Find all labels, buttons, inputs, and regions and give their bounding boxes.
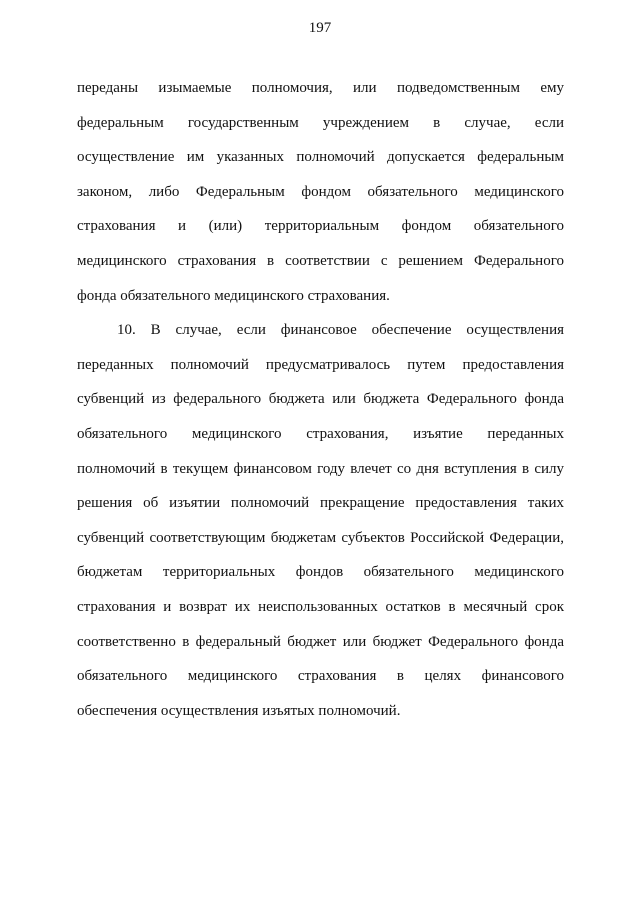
paragraph-line: законом, либо Федеральным фондом обязательного медицинского bbox=[77, 183, 564, 200]
document-body bbox=[77, 77, 564, 734]
paragraph-line: переданы изымаемые полномочия, или подведомственным ему bbox=[77, 80, 564, 96]
page-number: 197 bbox=[308, 20, 332, 36]
paragraph-line: осуществление им указанных полномочий допускается федеральным bbox=[77, 149, 564, 166]
paragraph-line: решения об изъятии полномочий прекращение предоставления таких bbox=[77, 495, 564, 512]
paragraph-line: соответственно в федеральный бюджет или бюджет Федерального фонда bbox=[77, 633, 564, 650]
paragraph-line: полномочий в текущем финансовом году влечет со дня вступления в силу bbox=[77, 460, 564, 477]
paragraph-line: субвенций соответствующим бюджетам субъектов Российской Федерации, bbox=[77, 529, 564, 546]
paragraph-line: 10. В случае, если финансовое обеспечение осуществления bbox=[117, 322, 564, 339]
paragraph-1 bbox=[77, 77, 564, 319]
paragraph-line: обязательного медицинского страхования в целях финансового bbox=[77, 668, 564, 685]
paragraph-line: субвенций из федерального бюджета или бюджета Федерального фонда bbox=[77, 391, 564, 408]
paragraph-line: бюджетам территориальных фондов обязательного медицинского bbox=[77, 564, 564, 581]
paragraph-2 bbox=[77, 319, 564, 734]
paragraph-line: федеральным государственным учреждением в случае, если bbox=[77, 114, 564, 131]
paragraph-line: переданных полномочий предусматривалось путем предоставления bbox=[77, 356, 564, 373]
paragraph-line: обязательного медицинского страхования, изъятие переданных bbox=[77, 425, 564, 442]
paragraph-line: фонда обязательного медицинского страхования. bbox=[77, 287, 390, 304]
paragraph-line: страхования и (или) территориальным фондом обязательного bbox=[77, 218, 564, 235]
paragraph-line: медицинского страхования в соответствии с решением Федерального bbox=[77, 252, 564, 269]
paragraph-line: обеспечения осуществления изъятых полномочий. bbox=[77, 702, 401, 719]
paragraph-line: страхования и возврат их неиспользованных остатков в месячный срок bbox=[77, 598, 564, 615]
